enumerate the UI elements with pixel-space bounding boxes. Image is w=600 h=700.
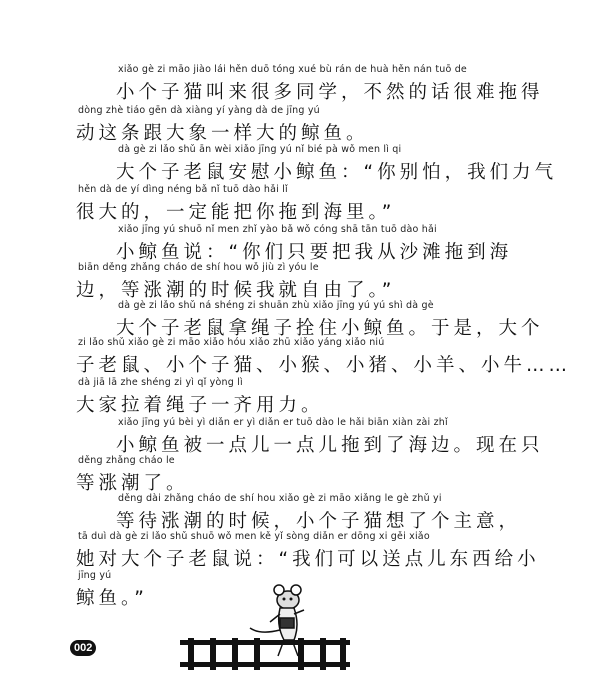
hanzi-line: 很大的，一定能把你拖到海里。” bbox=[76, 202, 396, 223]
hanzi-line: 大个子老鼠拿绳子拴住小鲸鱼。于是，大个 bbox=[116, 318, 544, 339]
pinyin-line: dà gè zi lǎo shǔ ná shéng zi shuān zhù xiǎo jīng yú yú shì dà gè bbox=[118, 300, 434, 311]
hanzi-line: 大家拉着绳子一齐用力。 bbox=[76, 395, 324, 416]
pinyin-line: xiǎo gè zi māo jiào lái hěn duō tóng xué bù rán de huà hěn nán tuō de bbox=[118, 64, 467, 75]
pinyin-line: dà jiā lā zhe shéng zi yì qǐ yòng lì bbox=[78, 377, 243, 388]
hanzi-line: 小鲸鱼被一点儿一点儿拖到了海边。现在只 bbox=[116, 435, 544, 456]
hanzi-line: 子老鼠、小个子猫、小猴、小猪、小羊、小牛…… bbox=[76, 355, 572, 376]
pinyin-line: hěn dà de yí dìng néng bǎ nǐ tuō dào hǎi lǐ bbox=[78, 184, 288, 195]
pinyin-line: biān děng zhǎng cháo de shí hou wǒ jiù zì yóu le bbox=[78, 262, 319, 273]
pinyin-line: dòng zhè tiáo gēn dà xiàng yí yàng dà de jīng yú bbox=[78, 105, 320, 116]
pinyin-line: jīng yú bbox=[78, 570, 112, 581]
pinyin-line: dà gè zi lǎo shǔ ān wèi xiǎo jīng yú nǐ bié pà wǒ men lì qi bbox=[118, 144, 402, 155]
hanzi-line: 等待涨潮的时候，小个子猫想了个主意， bbox=[116, 511, 522, 532]
hanzi-line: 小个子猫叫来很多同学，不然的话很难拖得 bbox=[116, 82, 544, 103]
hanzi-line: 大个子老鼠安慰小鲸鱼：“你别怕，我们力气 bbox=[116, 162, 558, 183]
hanzi-line: 小鲸鱼说：“你们只要把我从沙滩拖到海 bbox=[116, 242, 513, 263]
page-number-text: 002 bbox=[70, 640, 96, 656]
mouse-running-on-rope-bridge-icon bbox=[180, 580, 350, 680]
pinyin-line: děng dài zhǎng cháo de shí hou xiǎo gè zi māo xiǎng le gè zhǔ yi bbox=[118, 493, 442, 504]
pinyin-line: děng zhǎng cháo le bbox=[78, 455, 175, 466]
pinyin-line: tā duì dà gè zi lǎo shǔ shuō wǒ men kě yǐ sòng diǎn er dōng xi gěi xiǎo bbox=[78, 531, 430, 542]
hanzi-line: 她对大个子老鼠说：“我们可以送点儿东西给小 bbox=[76, 549, 540, 570]
pinyin-line: zi lǎo shǔ xiǎo gè zi māo xiǎo hóu xiǎo zhū xiǎo yáng xiǎo niú bbox=[78, 337, 385, 348]
hanzi-line: 动这条跟大象一样大的鲸鱼。 bbox=[76, 123, 369, 144]
pinyin-line: xiǎo jīng yú bèi yì diǎn er yì diǎn er tuō dào le hǎi biān xiàn zài zhǐ bbox=[118, 417, 448, 428]
hanzi-line: 等涨潮了。 bbox=[76, 473, 189, 494]
hanzi-line: 边，等涨潮的时候我就自由了。” bbox=[76, 280, 396, 301]
page-number bbox=[70, 640, 96, 658]
hanzi-line: 鲸鱼。” bbox=[76, 588, 148, 609]
pinyin-line: xiǎo jīng yú shuō nǐ men zhǐ yào bǎ wǒ cóng shā tān tuō dào hǎi bbox=[118, 224, 437, 235]
